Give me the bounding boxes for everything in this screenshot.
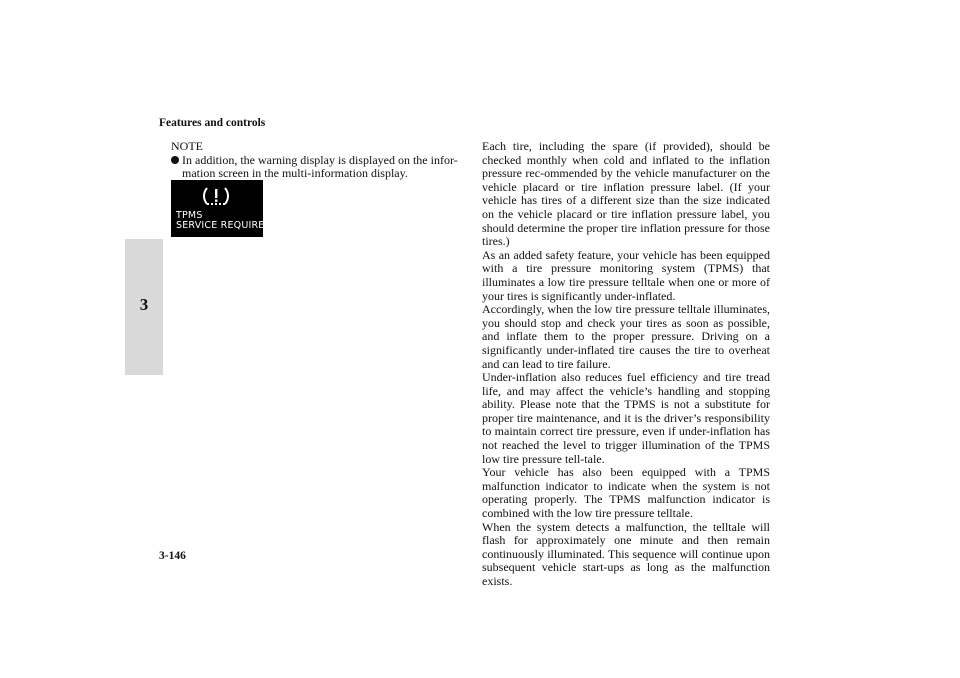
chapter-tab bbox=[125, 239, 163, 375]
note-label: NOTE bbox=[171, 139, 203, 153]
paragraph: When the system detects a malfunction, the telltale will flash for approximately one minute and then remain continuously illuminated. This sequence will continue upon subsequent vehicle start-ups as long as the malfunction exists. bbox=[482, 519, 770, 588]
tpms-warning-display bbox=[171, 180, 273, 237]
main-body-text bbox=[482, 140, 770, 589]
note-item bbox=[171, 154, 466, 181]
paragraph: Under-inflation also reduces fuel efficiency and tire tread life, and may affect the vehicle’s handling and stopping ability. Please note that the TPMS is not a substitute for proper tire maintenance, and it is the driver’s responsibility to maintain correct tire pressure, even if under-inflation has not reached the level to trigger illumination of the TPMS low tire pressure tell-tale. bbox=[482, 370, 770, 466]
tpms-label: TPMS bbox=[176, 210, 203, 221]
tire-pressure-warning-icon bbox=[200, 184, 232, 208]
note-block bbox=[171, 140, 466, 181]
bullet-icon bbox=[171, 156, 179, 164]
paragraph: Each tire, including the spare (if provided), should be checked monthly when cold and inflated to the inflation pressure rec-ommended by the vehicle manufacturer on the vehicle placard or tire inflation pressure label. (If your vehicle has tires of a different size than the size indicated on the vehicle placard or tire inflation pressure label, you should determine the proper tire inflation pressure for those tires.) bbox=[482, 139, 770, 249]
service-required-label: SERVICE REQUIRED bbox=[176, 220, 273, 231]
paragraph: As an added safety feature, your vehicle has been equipped with a tire pressure monitoring system (TPMS) that illuminates a low tire pressure telltale when one or more of your tires is significantly under-inflated. bbox=[482, 247, 770, 303]
paragraph: Accordingly, when the low tire pressure telltale illuminates, you should stop and check your tires as soon as possible, and inflate them to the proper pressure. Driving on a significantly under-inflated tire causes the tire to overheat and can lead to tire failure. bbox=[482, 302, 770, 371]
page-number: 3-146 bbox=[159, 550, 186, 562]
note-item-text: In addition, the warning display is displayed on the infor-mation screen in the multi-information display. bbox=[182, 152, 458, 180]
paragraph: Your vehicle has also been equipped with a TPMS malfunction indicator to indicate when the system is not operating properly. The TPMS malfunction indicator is combined with the low tire pressure telltale. bbox=[482, 465, 770, 521]
chapter-number: 3 bbox=[139, 295, 149, 314]
section-header: Features and controls bbox=[159, 117, 266, 129]
